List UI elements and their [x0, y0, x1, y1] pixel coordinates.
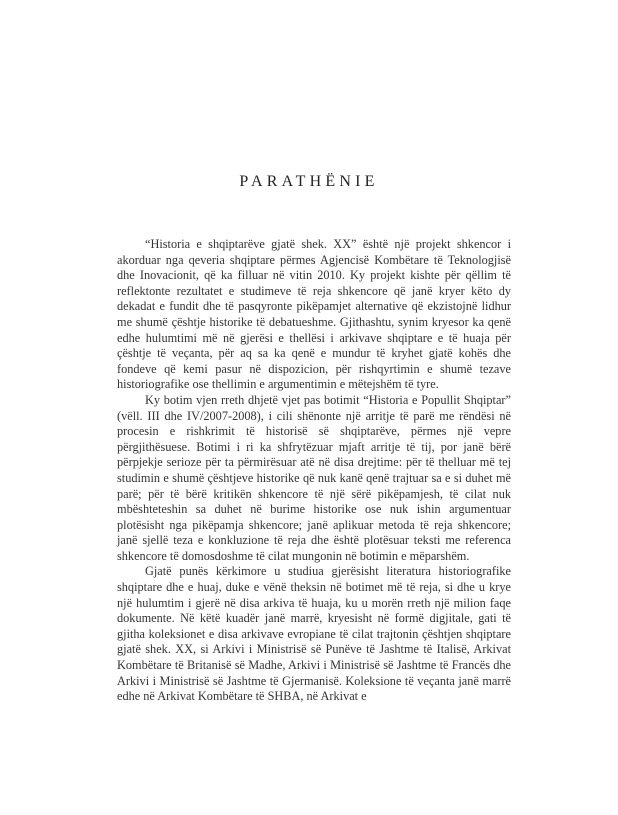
paragraph-1: “Historia e shqiptarëve gjatë shek. XX” është një projekt shkencor i akorduar nga qeveria shqiptare përmes Agjencisë Kombëtare të Teknologjisë dhe Inovacionit, që ka filluar në vitin 2010. Ky projekt kishte për qëllim të reflektonte rezultatet e studimeve të reja shkencore që janë kryer këto dy dekadat e fundit dhe të pasqyronte pikëpamjet alternative që ekzistojnë lidhur me shumë çështje historike të debatueshme. Gjithashtu, synim kryesor ka qenë edhe hulumtimi më në gjerësi e thellësi i arkivave shqiptare e të huaja për çështje të veçanta, për aq sa ka qenë e mundur të kryhet gjatë kohës dhe fondeve që kemi pasur në dispozicion, për rishqyrtimin e shumë tezave historiografike ose thellimin e argumentimin e mëtejshëm të tyre.: [117, 237, 511, 392]
paragraph-3: Gjatë punës kërkimore u studiua gjerësisht literatura historiografike shqiptare dhe e huaj, duke e vënë theksin në botimet më të reja, si dhe u krye një hulumtim i gjerë në disa arkiva të huaja, ku u morën rreth një milion faqe dokumente. Në këtë kuadër janë marrë, kryesisht në formë digjitale, gati të gjitha koleksionet e disa arkivave evropiane të cilat trajtonin çështjen shqiptare gjatë shek. XX, si Arkivi i Ministrisë së Punëve të Jashtme të Italisë, Arkivat Kombëtare të Britanisë së Madhe, Arkivi i Ministrisë së Jashtme të Francës dhe Arkivi i Ministrisë së Jashtme të Gjermanisë. Koleksione të veçanta janë marrë edhe në Arkivat Kombëtare të SHBA, në Arkivat e: [117, 564, 511, 704]
body-text: [117, 237, 511, 705]
page-title: PARATHËNIE: [239, 173, 379, 190]
paragraph-2: Ky botim vjen rreth dhjetë vjet pas botimit “Historia e Popullit Shqiptar” (vëll. III dhe IV/2007-2008), i cili shënonte një arritje të parë me rëndësi në procesin e rishkrimit të historisë së shqiptarëve, përmes një vepre përgjithësuese. Botimi i ri ka shfrytëzuar mjaft arritje të tij, por janë bërë përpjekje serioze për ta përmirësuar atë në disa drejtime: për të thelluar më tej studimin e shumë çështjeve historike që nuk kanë qenë trajtuar sa e si duhet më parë; për të bërë kritikën shkencore të një sërë pikëpamjesh, të cilat nuk mbështeteshin sa duhet në burime historike ose nuk ishin argumentuar plotësisht nga pikëpamja shkencore; janë aplikuar metoda të reja shkencore; janë sjellë teza e konkluzione të reja dhe është plotësuar teksti me referenca shkencore të domosdoshme të cilat mungonin në botimin e mëparshëm.: [117, 392, 511, 563]
